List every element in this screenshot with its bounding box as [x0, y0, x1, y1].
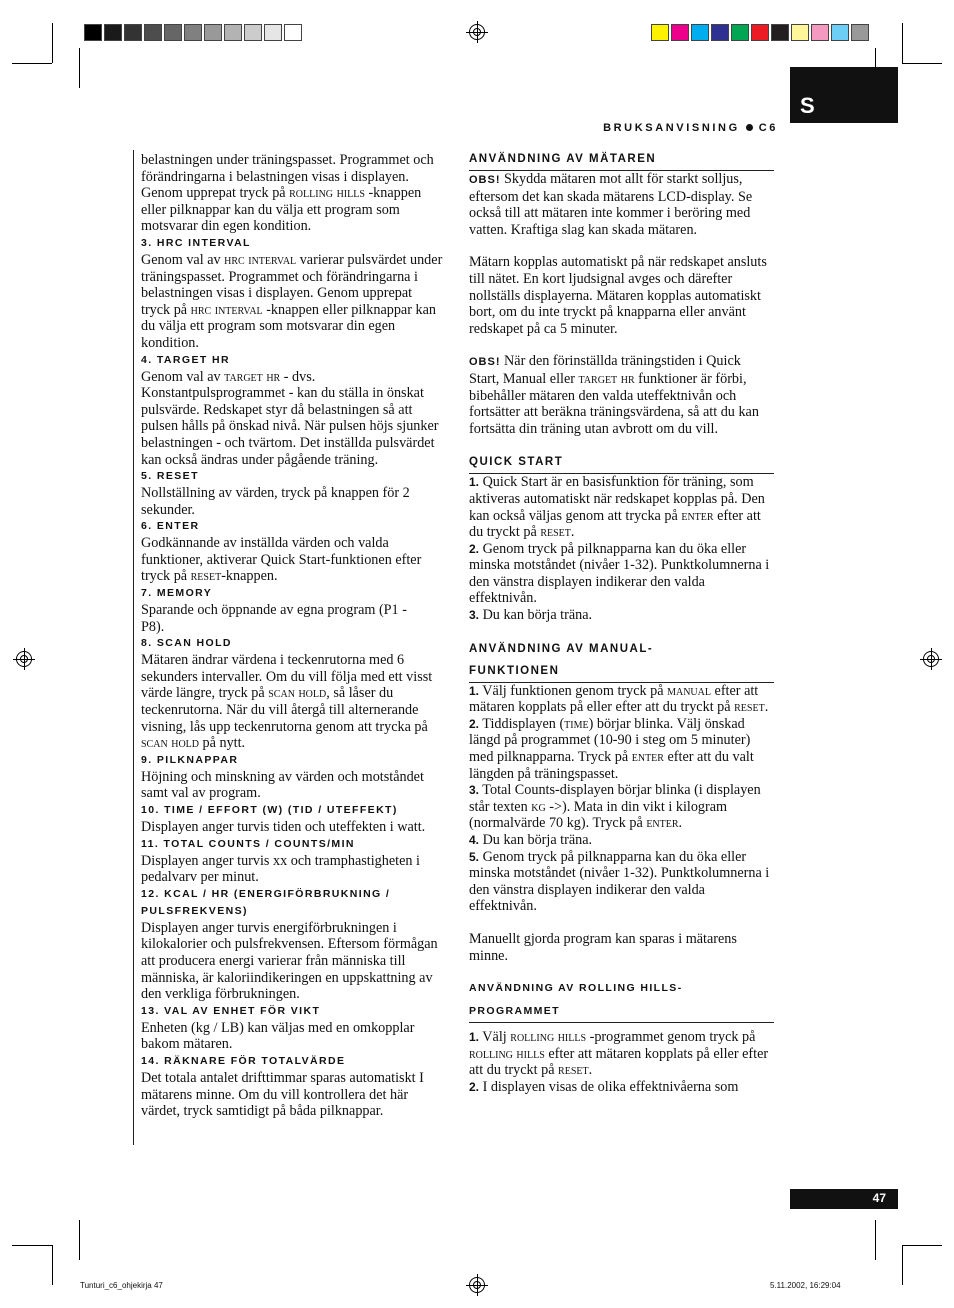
page-number: 47	[872, 1191, 886, 1205]
gray-swatch	[104, 24, 122, 41]
color-swatch	[851, 24, 869, 41]
paragraph: Enheten (kg / LB) kan väljas med en omkopplar bakom mätaren.	[141, 1019, 415, 1053]
paragraph: Displayen anger turvis xx och tramphastigheten i pedalvarv per minut.	[141, 852, 420, 886]
paragraph: Nollställning av värden, tryck på knappen för 2 sekunder.	[141, 485, 410, 518]
paragraph: Genom val av hrc interval varierar pulsvärdet under träningspasset. Programmet och förändringarna i belastningen visas i displayen. Genom upprepat tryck på hrc interval -knappen eller pilknappar kan du välja ett program som motsvarar din egen kondition.	[141, 251, 443, 351]
list-item: 5. Genom tryck på pilknapparna kan du öka eller minska motståndet (nivåer 1-32). Punktkolumnerna i den vänstra displayen indikerar den valda effektnivån.	[469, 848, 770, 915]
section-heading: 7. MEMORY	[141, 587, 213, 600]
section-heading: ANVÄNDNING AV ROLLING HILLS-	[469, 982, 683, 995]
paragraph: Genom val av target hr - dvs. Konstantpulsprogrammet - kan du ställa in önskat pulsvärde. Redskapet styr då belastningen så att pulsen hålls på önskad nivå. När pulsen höjs sjunker belastningen - och tvärtom. Det inställda pulsvärdet kan också ändras under pågående träning.	[141, 368, 439, 468]
left-column	[141, 152, 443, 1120]
gray-swatch	[264, 24, 282, 41]
list-item: 1. Quick Start är en basisfunktion för träning, som aktiveras automatiskt när redskapet kopplas på. Den kan också väljas genom att trycka på enter efter att du tryckt på reset.	[469, 474, 765, 541]
crop-mark	[12, 63, 52, 64]
section-heading: 11. TOTAL COUNTS / COUNTS/MIN	[141, 837, 355, 850]
note-label: OBS!	[469, 174, 501, 186]
paragraph: Displayen anger turvis tiden och uteffekten i watt.	[141, 819, 426, 835]
color-swatch	[671, 24, 689, 41]
section-heading: 8. SCAN HOLD	[141, 637, 232, 650]
color-swatch	[771, 24, 789, 41]
registration-mark-icon	[469, 1277, 485, 1293]
crop-mark	[875, 1220, 876, 1260]
paragraph: belastningen under träningspasset. Programmet och förändringarna i belastningen visas i displayen. Genom upprepat tryck på rolling hills -knappen eller pilknappar kan du välja ett program som motsvarar din egen kondition.	[141, 152, 434, 235]
section-heading: ANVÄNDNING AV MÄTAREN	[469, 150, 774, 171]
color-swatch	[831, 24, 849, 41]
list-item: 2. I displayen visas de olika effektnivåerna som	[469, 1078, 739, 1095]
list-item: 3. Du kan börja träna.	[469, 607, 593, 624]
crop-mark	[79, 1220, 80, 1260]
crop-mark	[52, 1245, 53, 1285]
gray-swatch	[184, 24, 202, 41]
section-heading: 12. KCAL / HR (ENERGIFÖRBRUKNING / PULSFREKVENS)	[141, 887, 391, 917]
list-item: 4. Du kan börja träna.	[469, 832, 593, 848]
section-heading: 4. TARGET HR	[141, 353, 230, 366]
paragraph: Det totala antalet drifttimmar sparas automatiskt I mätarens minne. Om du vill kontrollera det här värdet, tryck samtidigt på båda pilknappar.	[141, 1069, 424, 1120]
paragraph: Mätaren ändrar värdena i teckenrutorna med 6 sekunders intervaller. Om du vill följa med ett visst värde längre, tryck på scan hold, så låser du teckenrutorna. När du vill återgå till alternerande visning, lås upp teckenrutorna genom att trycka på scan hold på nytt.	[141, 652, 433, 752]
list-item: 2. Genom tryck på pilknapparna kan du öka eller minska motståndet (nivåer 1-32). Punktkolumnerna i den vänstra displayen indikerar den valda effektnivån.	[469, 540, 770, 607]
gray-swatch	[284, 24, 302, 41]
gray-swatch	[244, 24, 262, 41]
crop-mark	[902, 23, 903, 63]
running-head-title: BRUKSANVISNING	[603, 122, 740, 134]
paragraph: OBS! Skydda mätaren mot allt för starkt solljus, eftersom det kan skada mätarens LCD-display. Se också till att mätaren inte kommer i beröring med vatten. Kraftiga slag kan skada mätaren.	[469, 171, 753, 238]
color-swatch	[791, 24, 809, 41]
crop-mark	[902, 1245, 903, 1285]
crop-mark	[52, 23, 53, 63]
paragraph: OBS! När den förinställda träningstiden i Quick Start, Manual eller target hr funktioner är förbi, bibehåller mätaren den valda uteffektnivån och fortsätter att beräkna träningsvärdena, så att du kan fortsätta din träning utan avbrott om du vill.	[469, 353, 759, 437]
section-heading: 3. HRC INTERVAL	[141, 236, 251, 249]
color-swatch	[731, 24, 749, 41]
tab-letter: S	[800, 93, 815, 118]
section-heading: PROGRAMMET	[469, 1003, 774, 1023]
list-item: 2. Tiddisplayen (time) börjar blinka. Välj önskad längd på programmet (10-90 i steg om 5 minuter) med pilknapparna. Tryck på enter efter att du valt längden på träningspasset.	[469, 715, 754, 782]
gray-swatch	[224, 24, 242, 41]
language-tab	[790, 67, 898, 123]
registration-mark-icon	[923, 651, 939, 667]
crop-mark	[902, 1245, 942, 1246]
color-swatch	[711, 24, 729, 41]
color-swatch	[811, 24, 829, 41]
note-label: OBS!	[469, 356, 501, 369]
color-swatch	[751, 24, 769, 41]
gray-swatch	[144, 24, 162, 41]
paragraph: Mätarn kopplas automatiskt på när redskapet ansluts till nätet. En kort ljudsignal avges och därefter nollställs displayerna. Mätaren kopplas automatiskt bort, om du inte tryckt på knapparna eller använt redskapet på ca 5 minuter.	[469, 254, 767, 337]
registration-mark-icon	[16, 651, 32, 667]
section-heading: 10. TIME / EFFORT (W) (TID / UTEFFEKT)	[141, 804, 398, 816]
crop-mark	[902, 63, 942, 64]
list-item: 1. Välj rolling hills -programmet genom tryck på rolling hills efter att mätaren kopplats på eller efter att du tryckt på reset.	[469, 1029, 769, 1079]
print-timestamp: 5.11.2002, 16:29:04	[770, 1281, 841, 1290]
list-item: 1. Välj funktionen genom tryck på manual efter att mätaren kopplats på eller efter att du tryckt på reset.	[469, 682, 769, 716]
section-heading: 14. RÄKNARE FÖR TOTALVÄRDE	[141, 1054, 346, 1067]
color-swatch	[651, 24, 669, 41]
gray-swatch	[164, 24, 182, 41]
paragraph: Displayen anger turvis energiförbrukningen i kilokalorier och pulsfrekvensen. Eftersom förmågan att producera energi varierar från människa till människa, är kaloriindikeringen en uppskattning av den verkliga förbrukningen.	[141, 919, 438, 1003]
crop-mark	[79, 48, 80, 88]
section-heading: ANVÄNDNING AV MANUAL-	[469, 642, 654, 655]
right-column	[469, 150, 774, 1096]
running-head-model: C6	[758, 122, 778, 134]
section-heading: 9. PILKNAPPAR	[141, 753, 239, 766]
paragraph: Sparande och öppnande av egna program (P1 - P8).	[141, 602, 407, 635]
page-number-box	[790, 1189, 898, 1209]
paragraph: Manuellt gjorda program kan sparas i mätarens minne.	[469, 930, 737, 964]
bullet-icon	[746, 124, 753, 131]
paragraph: Godkännande av inställda värden och valda funktioner, aktiverar Quick Start-funktionen efter tryck på reset-knappen.	[141, 535, 422, 585]
file-info: Tunturi_c6_ohjekirja 47	[80, 1281, 163, 1290]
color-swatch	[691, 24, 709, 41]
column-rule	[133, 150, 134, 1145]
list-item: 3. Total Counts-displayen börjar blinka (i displayen står texten kg ->). Mata in din vikt i kilogram (normalvärde 70 kg). Tryck på enter.	[469, 782, 761, 832]
section-heading: 5. RESET	[141, 470, 199, 483]
gray-swatch	[204, 24, 222, 41]
crop-mark	[12, 1245, 52, 1246]
section-heading: FUNKTIONEN	[469, 662, 774, 683]
gray-swatch	[84, 24, 102, 41]
section-heading: 6. ENTER	[141, 520, 200, 533]
registration-mark-icon	[469, 24, 485, 40]
running-head	[603, 122, 778, 134]
gray-swatch	[124, 24, 142, 41]
section-heading: QUICK START	[469, 453, 774, 474]
section-heading: 13. VAL AV ENHET FÖR VIKT	[141, 1004, 321, 1017]
paragraph: Höjning och minskning av värden och motståndet samt val av program.	[141, 768, 424, 802]
